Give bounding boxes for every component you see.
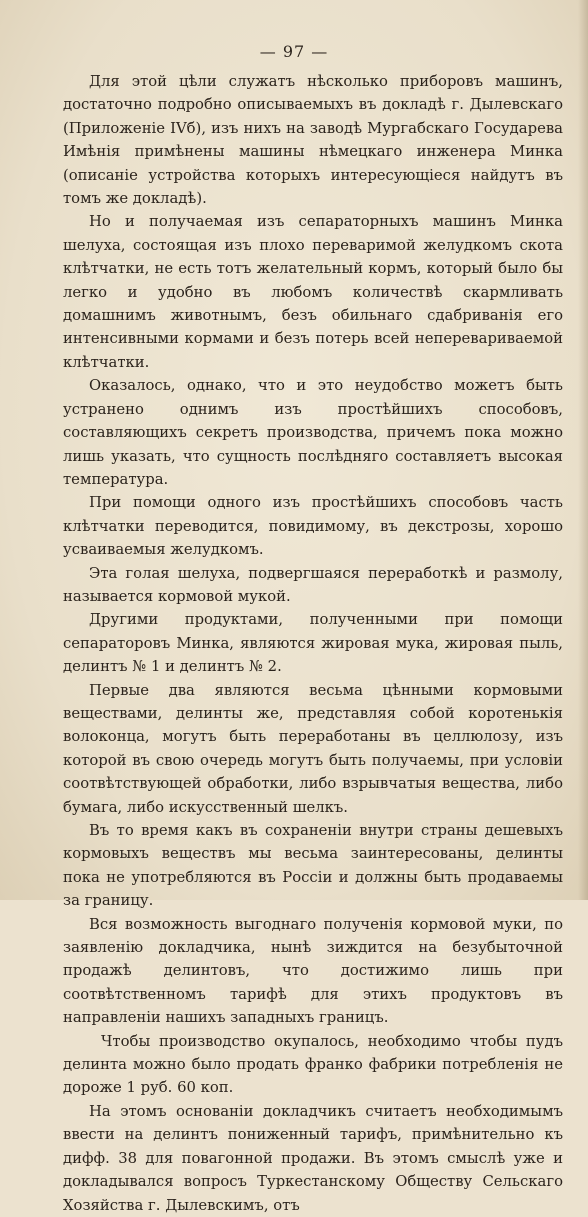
paragraph: При помощи одного изъ простѣйшихъ способовъ часть клѣтчатки переводится, повидимому, въ декстрозы, хорошо усваиваемыя желудкомъ. <box>63 494 563 559</box>
paragraph: Эта голая шелуха, подвергшаяся переработкѣ и размолу, называется кормовой мукой. <box>63 564 563 605</box>
paragraph: Но и получаемая изъ сепараторныхъ машинъ Минка шелуха, состоящая изъ плохо переваримой желудкомъ скота клѣтчатки, не есть тотъ желательный кормъ, который было бы легко и удобно въ любомъ количествѣ скармливать домашнимъ животнымъ, безъ обильнаго сдабриванія его интенсивными кормами и безъ потерь всей непереваривaемой клѣтчатки. <box>63 213 563 371</box>
paragraph: Другими продуктами, полученными при помощи сепараторовъ Минка, являются жировая мука, жировая пыль, делинтъ № 1 и делинтъ № 2. <box>63 611 563 676</box>
paragraph: Для этой цѣли служатъ нѣсколько приборовъ машинъ, достаточно подробно описываемыхъ въ докладѣ г. Дылевскаго (Приложеніе IVб), изъ нихъ на заводѣ Мургабскаго Государева Имѣнія примѣнены машины нѣмецкаго инженера Минка (описаніе устройства которыхъ интересующіеся найдутъ въ томъ же докладѣ). <box>63 73 563 208</box>
paragraph: На этомъ основаніи докладчикъ считаетъ необходимымъ ввести на делинтъ пониженный тарифъ, примѣнительно къ дифф. 38 для повагонной продажи. Въ этомъ смыслѣ уже и докладывался вопросъ Туркестанскому Обществу Сельскаго Хозяйства г. Дылевскимъ, отъ <box>63 1102 563 1214</box>
page-edge-shadow <box>578 0 588 900</box>
paragraph: Оказалось, однако, что и это неудобство можетъ быть устранено однимъ изъ простѣйшихъ способовъ, составляющихъ секретъ производства, причемъ пока можно лишь указать, что сущность послѣдняго составляетъ высокая температура. <box>63 377 563 488</box>
body-text <box>63 70 563 1217</box>
paragraph: Вся возможность выгоднаго полученія кормовой муки, по заявленію докладчика, нынѣ зиждится на безубыточной продажѣ делинтовъ, что достижимо лишь при соотвѣтственномъ тарифѣ для этихъ продуктовъ въ направленіи нашихъ западныхъ границъ. <box>63 915 563 1027</box>
paragraph: Первые два являются весьма цѣнными кормовыми веществами, делинты же, представляя собой коротенькія волоконца, могутъ быть переработаны въ целлюлозу, изъ которой въ свою очередь могутъ быть получаемы, при условіи соотвѣтствующей обработки, либо взрывчатыя вещества, либо бумага, либо искусственный шелкъ. <box>63 681 563 816</box>
paragraph: Чтобы производство окупалось, необходимо чтобы пудъ делинта можно было продать франко фабрики потребленія не дороже 1 руб. 60 коп. <box>63 1032 563 1097</box>
page-number: — 97 — <box>259 42 329 61</box>
paragraph: Въ то время какъ въ сохраненіи внутри страны дешевыхъ кормовыхъ веществъ мы весьма заинтересованы, делинты пока не употребляются въ Россіи и должны быть продаваемы за границу. <box>63 822 563 910</box>
